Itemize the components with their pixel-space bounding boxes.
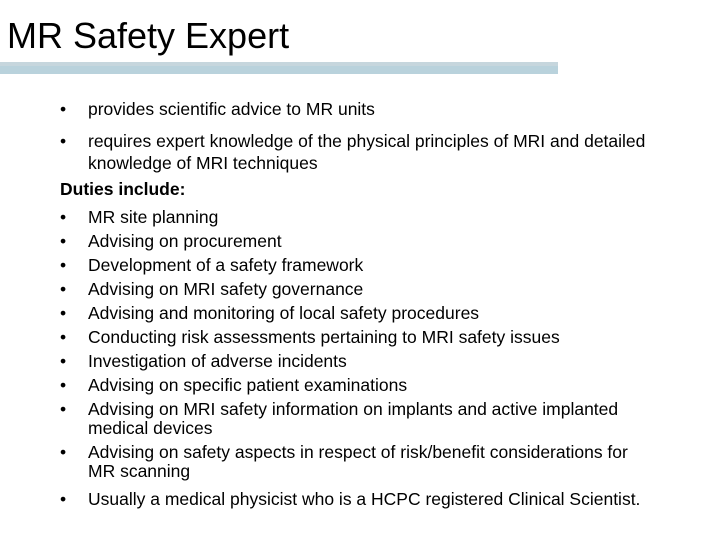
- duty-item: Advising on MRI safety information on implants and active implanted: [88, 399, 619, 419]
- duty-item: Advising on safety aspects in respect of risk/benefit considerations for: [88, 442, 628, 462]
- duty-item-continued: MR scanning: [88, 461, 191, 481]
- duty-item: Development of a safety framework: [88, 255, 364, 275]
- intro-bullet-text: provides scientific advice to MR units: [88, 99, 375, 119]
- duty-item: Advising on specific patient examinations: [88, 375, 408, 395]
- bullet-marker: •: [60, 489, 67, 509]
- duty-item: Advising on procurement: [88, 231, 282, 251]
- duties-heading: Duties include:: [60, 179, 186, 199]
- bullet-marker: •: [60, 255, 67, 275]
- duty-item: Advising and monitoring of local safety procedures: [88, 303, 480, 323]
- bullet-marker: •: [60, 231, 67, 251]
- bullet-marker: •: [60, 327, 67, 347]
- bullet-marker: •: [60, 303, 67, 323]
- bullet-marker: •: [60, 375, 67, 395]
- bullet-marker: •: [60, 279, 67, 299]
- duty-item: MR site planning: [88, 207, 219, 227]
- bullet-marker: •: [60, 351, 67, 371]
- duty-item: Advising on MRI safety governance: [88, 279, 364, 299]
- slide-title: MR Safety Expert: [7, 15, 290, 56]
- duty-item: Investigation of adverse incidents: [88, 351, 347, 371]
- bullet-marker: •: [60, 99, 67, 119]
- duty-item: Usually a medical physicist who is a HCPC registered Clinical Scientist.: [88, 489, 641, 509]
- intro-bullet-text-continued: knowledge of MRI techniques: [88, 153, 318, 173]
- duty-item: Conducting risk assessments pertaining to MRI safety issues: [88, 327, 560, 347]
- duty-item-continued: medical devices: [88, 418, 213, 438]
- bullet-marker: •: [60, 442, 67, 462]
- bullet-marker: •: [60, 399, 67, 419]
- bullet-marker: •: [60, 207, 67, 227]
- intro-bullet-text: requires expert knowledge of the physical principles of MRI and detailed: [88, 131, 646, 151]
- bullet-marker: •: [60, 131, 67, 151]
